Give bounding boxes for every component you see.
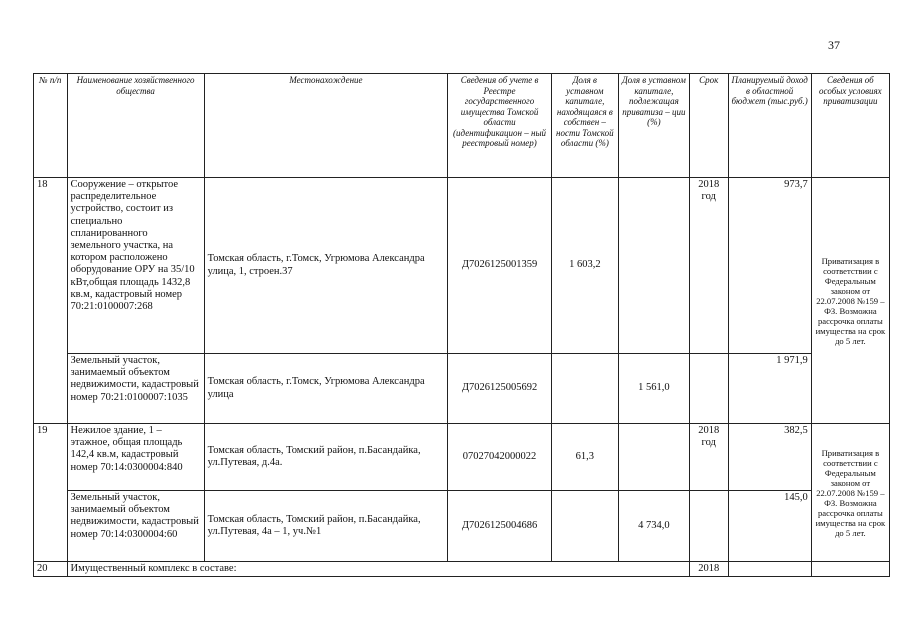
row-number: 18 [34,178,68,424]
table-row [34,424,890,491]
registry-number: Д7026125005692 [448,354,552,424]
object-location: Томская область, г.Томск, Угрюмова Александра улица, 1, строен.37 [204,178,448,354]
planned-income [728,562,811,577]
header-num: № п/п [34,74,68,178]
share-owned [551,354,618,424]
header-row [34,74,890,178]
page-number: 37 [828,38,840,52]
term [689,491,728,562]
share-privatized: 1 561,0 [618,354,689,424]
header-name: Наименование хозяйственного общества [67,74,204,178]
share-privatized [618,424,689,491]
privatization-conditions: Приватизация в соответствии с Федеральным законом от 22.07.2008 №159 – ФЗ. Возможна рассрочка оплаты имущества на срок до 5 лет. [811,178,889,424]
registry-number: Д7026125004686 [448,491,552,562]
share-owned [551,491,618,562]
privatization-conditions [811,562,889,577]
share-owned: 1 603,2 [551,178,618,354]
header-registry: Сведения об учете в Реестре государственного имущества Томской области (идентификацион – ный реестровый номер) [448,74,552,178]
header-share-owned: Доля в уставном капитале, находящаяся в собствен – ности Томской области (%) [551,74,618,178]
planned-income: 973,7 [728,178,811,354]
term: 2018 [689,562,728,577]
header-term: Срок [689,74,728,178]
term: 2018 год [689,424,728,491]
planned-income: 1 971,9 [728,354,811,424]
object-name: Земельный участок, занимаемый объектом недвижимости, кадастровый номер 70:21:0100007:1035 [67,354,204,424]
object-name: Имущественный комплекс в составе: [67,562,689,577]
table-row [34,562,890,577]
planned-income: 382,5 [728,424,811,491]
row-number: 19 [34,424,68,562]
object-location: Томская область, г.Томск, Угрюмова Александра улица [204,354,448,424]
table-row [34,178,890,354]
header-income: Планируемый доход в областной бюджет (тыс.руб.) [728,74,811,178]
share-privatized: 4 734,0 [618,491,689,562]
object-name: Нежилое здание, 1 – этажное, общая площадь 142,4 кв.м, кадастровый номер 70:14:0300004:840 [67,424,204,491]
header-location: Местонахождение [204,74,448,178]
object-location: Томская область, Томский район, п.Басандайка, ул.Путевая, 4а – 1, уч.№1 [204,491,448,562]
term [689,354,728,424]
row-number: 20 [34,562,68,577]
share-privatized [618,178,689,354]
object-name: Земельный участок, занимаемый объектом недвижимости, кадастровый номер 70:14:0300004:60 [67,491,204,562]
header-share-privatized: Доля в уставном капитале, подлежащая приватиза – ции (%) [618,74,689,178]
privatization-conditions: Приватизация в соответствии с Федеральным законом от 22.07.2008 №159 – ФЗ. Возможна рассрочка оплаты имущества на срок до 5 лет. [811,424,889,562]
registry-number: 07027042000022 [448,424,552,491]
table-row [34,491,890,562]
registry-number: Д7026125001359 [448,178,552,354]
term: 2018 год [689,178,728,354]
table-row [34,354,890,424]
object-name: Сооружение – открытое распределительное устройство, состоит из специально спланированного земельного участка, на котором расположено оборудование ОРУ на 35/10 кВт,общая площадь 1432,8 кв.м, кадастровый номер 70:21:0100007:268 [67,178,204,354]
share-owned: 61,3 [551,424,618,491]
object-location: Томская область, Томский район, п.Басандайка, ул.Путевая, д.4а. [204,424,448,491]
header-conditions: Сведения об особых условиях приватизации [811,74,889,178]
privatization-table [33,73,890,577]
planned-income: 145,0 [728,491,811,562]
